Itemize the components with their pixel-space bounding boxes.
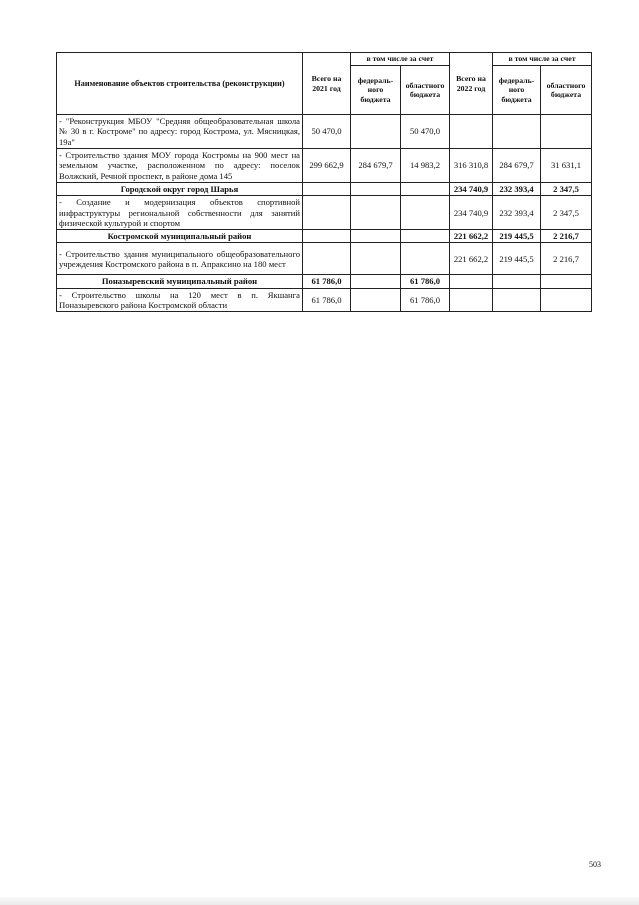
amount-cell-total-2021: 61 786,0 bbox=[303, 275, 351, 288]
object-name-cell: - "Реконструкция МБОУ "Средняя общеобразовательная школа № 30 в г. Костроме" по адресу: город Кострома, ул. Мясницкая, 19а" bbox=[57, 115, 303, 149]
table-row bbox=[57, 148, 592, 182]
amount-cell-total-2021 bbox=[303, 243, 351, 275]
amount-cell-federal-2021 bbox=[351, 275, 401, 288]
header-including-2021: в том числе за счет bbox=[351, 53, 450, 66]
amount-cell-total-2021: 299 662,9 bbox=[303, 148, 351, 182]
section-name-cell: Городской округ город Шарья bbox=[57, 182, 303, 195]
section-row bbox=[57, 230, 592, 243]
amount-cell-federal-2022: 284 679,7 bbox=[493, 148, 541, 182]
table-row bbox=[57, 115, 592, 149]
scan-edge bbox=[0, 897, 639, 905]
budget-table bbox=[56, 52, 592, 312]
amount-cell-total-2021 bbox=[303, 196, 351, 230]
amount-cell-total-2022 bbox=[450, 288, 493, 312]
amount-cell-regional-2022 bbox=[541, 275, 592, 288]
table-row bbox=[57, 288, 592, 312]
header-object-name: Наименование объектов строительства (реконструкции) bbox=[57, 53, 303, 115]
section-name-cell: Костромской муниципальный район bbox=[57, 230, 303, 243]
amount-cell-federal-2021 bbox=[351, 196, 401, 230]
table-row bbox=[57, 196, 592, 230]
section-row bbox=[57, 275, 592, 288]
amount-cell-federal-2021 bbox=[351, 230, 401, 243]
amount-cell-federal-2022: 232 393,4 bbox=[493, 182, 541, 195]
amount-cell-federal-2021 bbox=[351, 288, 401, 312]
amount-cell-federal-2021 bbox=[351, 182, 401, 195]
amount-cell-regional-2022: 2 347,5 bbox=[541, 182, 592, 195]
amount-cell-total-2021 bbox=[303, 182, 351, 195]
header-regional-2021: областного бюджета bbox=[401, 66, 450, 115]
amount-cell-regional-2022: 2 216,7 bbox=[541, 230, 592, 243]
amount-cell-regional-2022: 31 631,1 bbox=[541, 148, 592, 182]
object-name-cell: - Строительство школы на 120 мест в п. Якшанга Поназыревского района Костромской области bbox=[57, 288, 303, 312]
amount-cell-federal-2021 bbox=[351, 243, 401, 275]
section-row bbox=[57, 182, 592, 195]
amount-cell-regional-2021: 50 470,0 bbox=[401, 115, 450, 149]
amount-cell-total-2021: 50 470,0 bbox=[303, 115, 351, 149]
amount-cell-total-2022: 234 740,9 bbox=[450, 182, 493, 195]
amount-cell-regional-2021 bbox=[401, 196, 450, 230]
amount-cell-regional-2021: 61 786,0 bbox=[401, 288, 450, 312]
header-total-2022: Всего на 2022 год bbox=[450, 53, 493, 115]
amount-cell-federal-2022: 219 445,5 bbox=[493, 243, 541, 275]
section-name-cell: Поназыревский муниципальный район bbox=[57, 275, 303, 288]
page-number: 503 bbox=[589, 860, 601, 869]
amount-cell-federal-2022 bbox=[493, 288, 541, 312]
amount-cell-total-2022: 316 310,8 bbox=[450, 148, 493, 182]
amount-cell-federal-2021 bbox=[351, 115, 401, 149]
table-row bbox=[57, 243, 592, 275]
amount-cell-total-2022: 234 740,9 bbox=[450, 196, 493, 230]
amount-cell-federal-2022: 219 445,5 bbox=[493, 230, 541, 243]
amount-cell-federal-2021: 284 679,7 bbox=[351, 148, 401, 182]
amount-cell-regional-2022 bbox=[541, 288, 592, 312]
object-name-cell: - Строительство здания муниципального общеобразовательного учреждения Костромского района в п. Апраксино на 180 мест bbox=[57, 243, 303, 275]
amount-cell-federal-2022: 232 393,4 bbox=[493, 196, 541, 230]
header-federal-2022: федераль-ного бюджета bbox=[493, 66, 541, 115]
header-total-2021: Всего на 2021 год bbox=[303, 53, 351, 115]
header-regional-2022: областного бюджета bbox=[541, 66, 592, 115]
amount-cell-federal-2022 bbox=[493, 275, 541, 288]
amount-cell-total-2022 bbox=[450, 115, 493, 149]
amount-cell-total-2021 bbox=[303, 230, 351, 243]
object-name-cell: - Создание и модернизация объектов спортивной инфраструктуры региональной собственности для занятий физической культурой и спортом bbox=[57, 196, 303, 230]
header-including-2022: в том числе за счет bbox=[493, 53, 592, 66]
amount-cell-regional-2022 bbox=[541, 115, 592, 149]
header-federal-2021: федераль-ного бюджета bbox=[351, 66, 401, 115]
amount-cell-regional-2021 bbox=[401, 182, 450, 195]
object-name-cell: - Строительство здания МОУ города Костромы на 900 мест на земельном участке, расположенном по адресу: поселок Волжский, Речной проспект, в районе дома 145 bbox=[57, 148, 303, 182]
amount-cell-federal-2022 bbox=[493, 115, 541, 149]
amount-cell-regional-2021: 61 786,0 bbox=[401, 275, 450, 288]
amount-cell-regional-2021 bbox=[401, 230, 450, 243]
amount-cell-total-2021: 61 786,0 bbox=[303, 288, 351, 312]
amount-cell-total-2022 bbox=[450, 275, 493, 288]
amount-cell-regional-2021: 14 983,2 bbox=[401, 148, 450, 182]
amount-cell-regional-2022: 2 216,7 bbox=[541, 243, 592, 275]
amount-cell-regional-2021 bbox=[401, 243, 450, 275]
amount-cell-total-2022: 221 662,2 bbox=[450, 243, 493, 275]
header-row-1 bbox=[57, 53, 592, 66]
amount-cell-regional-2022: 2 347,5 bbox=[541, 196, 592, 230]
amount-cell-total-2022: 221 662,2 bbox=[450, 230, 493, 243]
